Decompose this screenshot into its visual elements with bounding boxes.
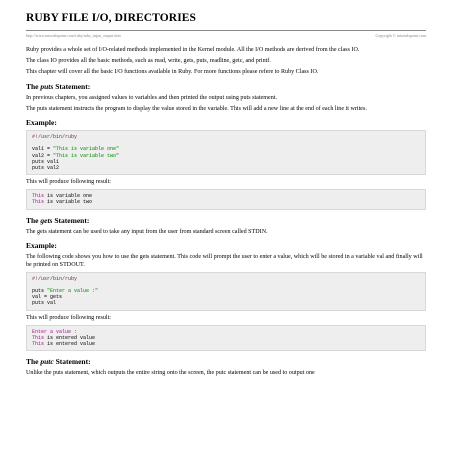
puts-heading: The puts Statement: — [26, 82, 91, 91]
gets-code-block: #!/usr/bin/ruby puts "Enter a value :" val = gets puts val — [26, 272, 426, 311]
intro-paragraph-3: This chapter will cover all the basic I/O functions available in Ruby. For more functions please refere to Ruby Class IO. — [26, 69, 319, 75]
intro-paragraph-1: Ruby provides a whole set of I/O-related methods implemented in the Kernel module. All the I/O methods are derived from the class IO. — [26, 47, 360, 53]
puts-paragraph-1: In previous chapters, you assigned values to variables and then printed the output using puts statement. — [26, 95, 277, 101]
puts-code-block: #!/usr/bin/ruby val1 = "This is variable one" val2 = "This is variable two" puts val1 puts val2 — [26, 130, 426, 175]
gets-example-heading: Example: — [26, 240, 57, 250]
putc-heading: The putc Statement: — [26, 357, 91, 367]
meta-bar — [26, 33, 426, 38]
page-title: RUBY FILE I/O, DIRECTORIES — [26, 12, 197, 24]
gets-paragraph-1: The gets statement can be used to take any input from the user from standard screen called STDIN. — [26, 228, 268, 235]
puts-example-heading: Example: — [26, 118, 57, 127]
copyright-text: Copyright © tutorialspoint.com — [375, 33, 426, 38]
puts-result-label: This will produce following result: — [26, 179, 111, 186]
putc-paragraph-1: Unlike the puts statement, which outputs the entire string onto the screen, the putc statement can be used to output one — [26, 370, 315, 377]
gets-paragraph-2: The following code shows you how to use the gets statement. This code will prompt the user to enter a value, which will be stored in a variable val and finally will be printed on STDOUT. — [26, 253, 423, 268]
source-url-link[interactable]: http://www.tutorialspoint.com/ruby/ruby_input_output.htm — [26, 33, 121, 38]
puts-output-block: This is variable one This is variable two — [26, 189, 426, 209]
puts-paragraph-2: The puts statement instructs the program to display the value stored in the variable. This will add a new line at the end of each line it writes. — [26, 106, 367, 112]
title-rule — [26, 30, 426, 31]
gets-heading: The gets Statement: — [26, 215, 90, 225]
intro-paragraph-2: The class IO provides all the basic methods, such as read, write, gets, puts, readline, getc, and printf. — [26, 58, 271, 64]
gets-output-block: Enter a value : This is entered value This is entered value — [26, 325, 426, 352]
gets-result-label: This will produce following result: — [26, 314, 111, 321]
